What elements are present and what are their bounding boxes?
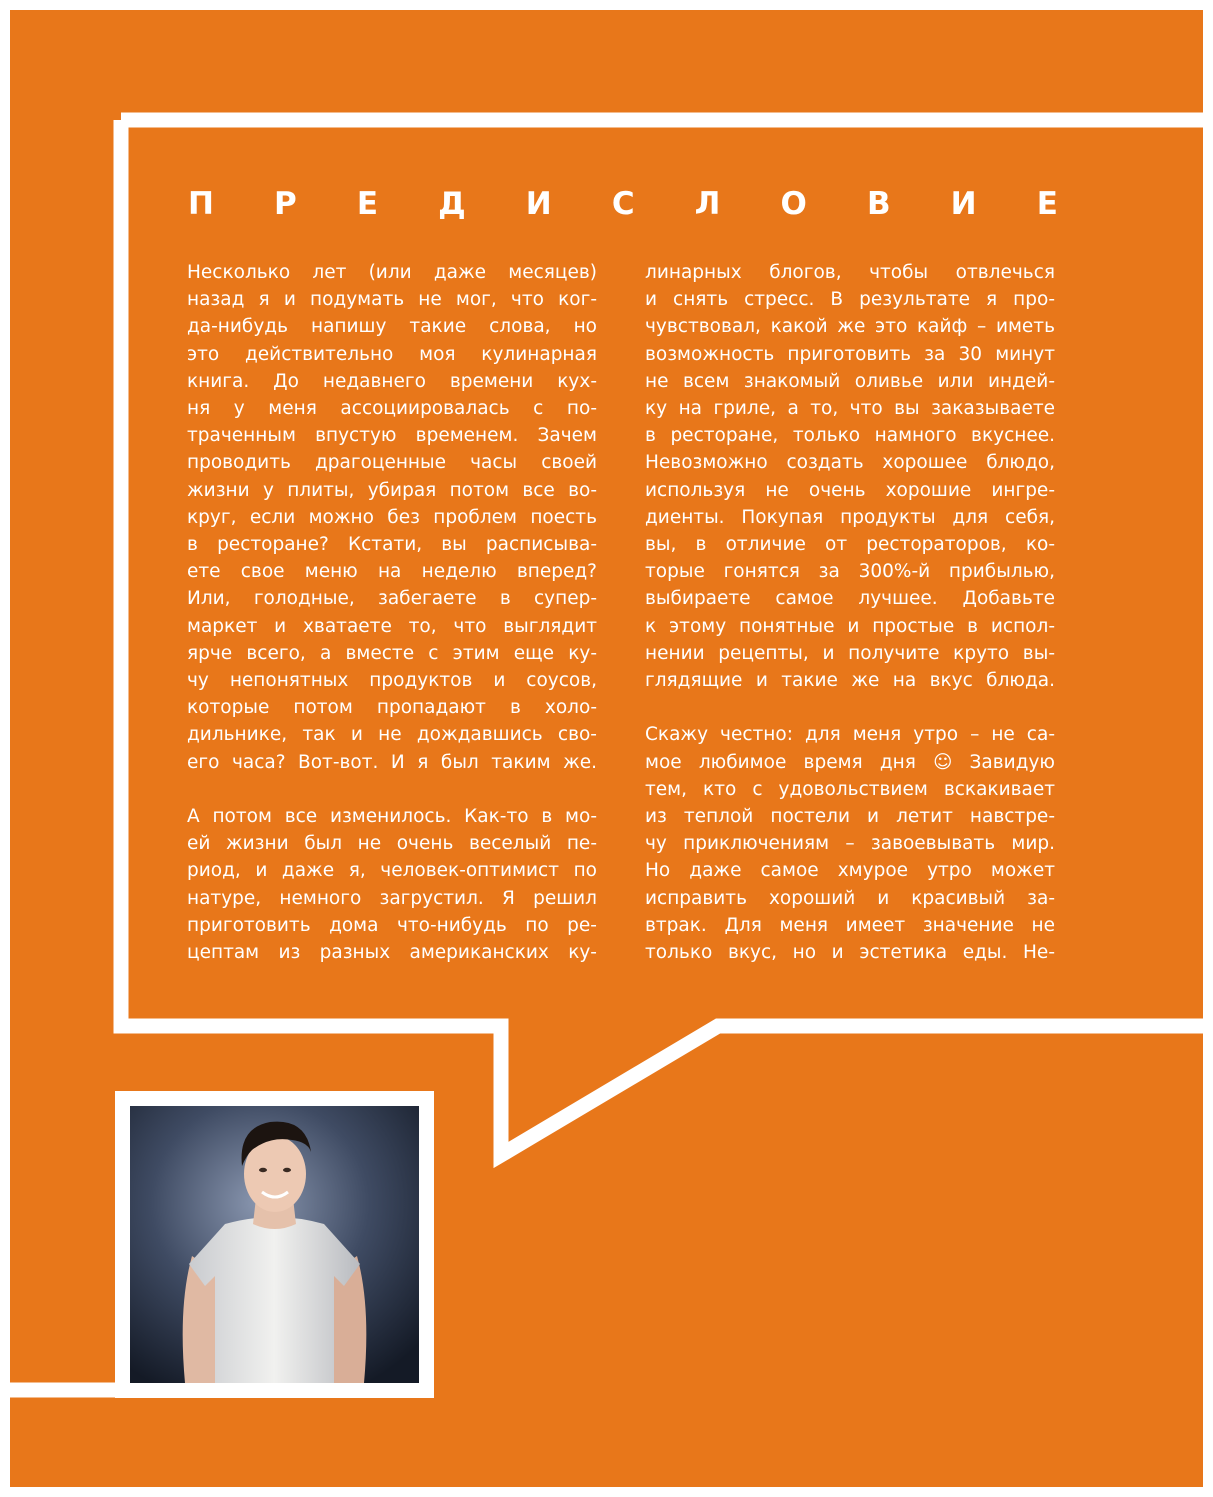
- text-line: ете свое меню на неделю вперед?: [187, 561, 597, 583]
- text-line: это действительно моя кулинарная: [187, 343, 597, 365]
- text-line: тем, кто с удовольствием вскакивает: [645, 778, 1055, 800]
- text-line: ня у меня ассоциировалась с по-: [187, 398, 597, 420]
- author-photo: [130, 1106, 419, 1383]
- title-letter: Д: [438, 186, 466, 222]
- text-line: маркет и хватаете то, что выглядит: [187, 615, 597, 637]
- text-line: книга. До недавнего времени кух-: [187, 370, 597, 392]
- title-letter: Е: [1036, 186, 1058, 222]
- text-line: вы, в отличие от рестораторов, ко-: [645, 534, 1055, 556]
- text-line: Несколько лет (или даже месяцев): [187, 262, 597, 283]
- title-letter: Е: [356, 186, 379, 222]
- text-line: дильнике, так и не дождавшись сво-: [187, 724, 597, 746]
- title-letter: Л: [694, 186, 721, 222]
- text-line: не всем знакомый оливье или индей-: [645, 370, 1055, 392]
- text-column-left: [187, 259, 597, 966]
- text-line: и снять стресс. В результате я про-: [645, 289, 1055, 311]
- text-line: только вкус, но и эстетика еды. Не-: [645, 942, 1055, 964]
- text-line: диенты. Покупая продукты для себя,: [645, 506, 1055, 528]
- paragraph: [187, 259, 597, 776]
- text-line: чувствовал, какой же это кайф – иметь: [645, 316, 1055, 338]
- text-line: Невозможно создать хорошее блюдо,: [645, 452, 1055, 474]
- text-line: нении рецепты, и получите круто вы-: [645, 642, 1055, 664]
- text-line: возможность приготовить за 30 минут: [645, 343, 1055, 365]
- text-line: цептам из разных американских ку-: [187, 942, 597, 964]
- paragraph: [645, 259, 1055, 694]
- text-line: чу приключениям – завоевывать мир.: [645, 833, 1055, 855]
- text-line: в ресторане? Кстати, вы расписыва-: [187, 534, 597, 556]
- text-line: Скажу честно: для меня утро – не са-: [645, 724, 1055, 746]
- text-line: Или, голодные, забегаете в супер-: [187, 588, 597, 610]
- text-line: круг, если можно без проблем поесть: [187, 506, 597, 528]
- text-line: выбираете самое лучшее. Добавьте: [645, 588, 1055, 610]
- text-line: ярче всего, а вместе с этим еще ку-: [187, 642, 597, 664]
- text-line: используя не очень хорошие ингре-: [645, 479, 1055, 501]
- text-line: мое любимое время дня ☺ Завидую: [645, 751, 1055, 773]
- author-portrait-image: [130, 1106, 419, 1383]
- text-line: назад я и подумать не мог, что ког-: [187, 289, 597, 311]
- text-line: чу непонятных продуктов и соусов,: [187, 670, 597, 692]
- text-line: да-нибудь напишу такие слова, но: [187, 316, 597, 338]
- text-column-right: [645, 259, 1055, 966]
- title-letter: П: [188, 186, 214, 222]
- text-line: траченным впустую временем. Зачем: [187, 425, 597, 447]
- title-letter: И: [525, 186, 552, 222]
- paragraph: [187, 803, 597, 966]
- text-line: ей жизни был не очень веселый пе-: [187, 833, 597, 855]
- text-line: проводить драгоценные часы своей: [187, 452, 597, 474]
- text-line: к этому понятные и простые в испол-: [645, 615, 1055, 637]
- text-line: ку на гриле, а то, что вы заказываете: [645, 398, 1055, 420]
- text-line: глядящие и такие же на вкус блюда.: [645, 670, 1055, 692]
- text-line: которые потом пропадают в холо-: [187, 697, 597, 719]
- text-line: втрак. Для меня имеет значение не: [645, 914, 1055, 936]
- text-line: натуре, немного загрустил. Я решил: [187, 887, 597, 909]
- text-line: жизни у плиты, убирая потом все во-: [187, 479, 597, 501]
- text-line: его часа? Вот-вот. И я был таким же.: [187, 751, 597, 773]
- text-line: из теплой постели и летит навстре-: [645, 806, 1055, 828]
- text-line: риод, и даже я, человек-оптимист по: [187, 860, 597, 882]
- paragraph: [645, 721, 1055, 966]
- text-line: линарных блогов, чтобы отвлечься: [645, 262, 1055, 283]
- text-line: приготовить дома что-нибудь по ре-: [187, 914, 597, 936]
- title-letter: Р: [274, 186, 297, 222]
- title-letter: И: [950, 186, 977, 222]
- title-letter: В: [866, 186, 891, 222]
- page-title: [188, 184, 1058, 224]
- text-line: А потом все изменилось. Как-то в мо-: [187, 806, 597, 828]
- text-line: торые гонятся за 300%-й прибылью,: [645, 561, 1055, 583]
- text-line: в ресторане, только намного вкуснее.: [645, 425, 1055, 447]
- text-line: Но даже самое хмурое утро может: [645, 860, 1055, 882]
- title-letter: С: [611, 186, 635, 222]
- title-letter: О: [780, 186, 807, 222]
- text-line: исправить хороший и красивый за-: [645, 887, 1055, 909]
